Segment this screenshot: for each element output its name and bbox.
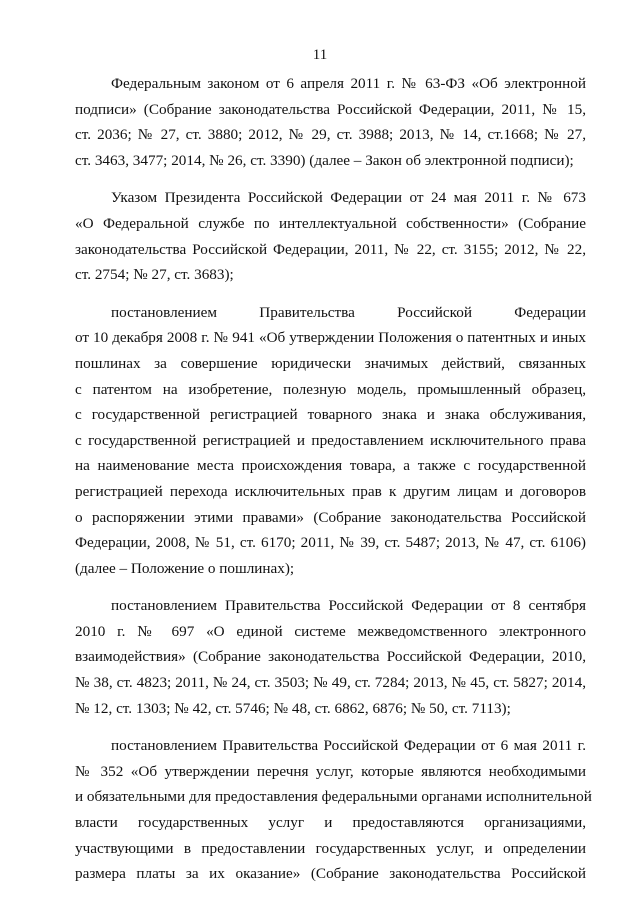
text-line: на наименование места происхождения товара, а также с государственной xyxy=(75,457,586,475)
text-line: о распоряжении этими правами» (Собрание законодательства Российской xyxy=(75,508,586,526)
text-line: Федеральным законом от 6 апреля 2011 г. № 63-ФЗ «Об электронной xyxy=(111,75,586,92)
text-line: законодательства Российской Федерации, 2011, № 22, ст. 3155; 2012, № 22, xyxy=(75,240,586,258)
text-line: с государственной регистрацией товарного знака и знака обслуживания, xyxy=(75,406,586,424)
text-line: ст. 2754; № 27, ст. 3683); xyxy=(75,266,234,284)
text-line: «О Федеральной службе по интеллектуальной собственности» (Собрание xyxy=(75,214,586,232)
page-number: 11 xyxy=(312,47,328,63)
text-line: Указом Президента Российской Федерации от 24 мая 2011 г. № 673 xyxy=(111,189,586,207)
text-line: от 10 декабря 2008 г. № 941 «Об утверждении Положения о патентных и иных xyxy=(75,329,586,347)
text-line: постановлением Правительства Российской Федерации от 6 мая 2011 г. xyxy=(111,737,586,755)
text-line: власти государственных услуг и предоставляются организациями, xyxy=(75,814,586,832)
text-line: пошлинах за совершение юридически значимых действий, связанных xyxy=(75,354,586,372)
paragraph-resolution-697 xyxy=(75,593,586,721)
text-line: № 38, ст. 4823; 2011, № 24, ст. 3503; № 49, ст. 7284; 2013, № 45, ст. 5827; 2014, xyxy=(75,674,586,692)
text-line: регистрацией перехода исключительных прав к другим лицам и договоров xyxy=(75,482,586,500)
paragraph-federal-law xyxy=(75,71,586,173)
text-line: Федерации, 2008, № 51, ст. 6170; 2011, № 39, ст. 5487; 2013, № 47, ст. 6106) xyxy=(75,534,586,552)
text-line: (далее – Положение о пошлинах); xyxy=(75,559,295,577)
text-line: № 352 «Об утверждении перечня услуг, которые являются необходимыми xyxy=(75,762,586,780)
text-line: взаимодействия» (Собрание законодательства Российской Федерации, 2010, xyxy=(75,648,586,666)
text-line: с патентом на изобретение, полезную модель, промышленный образец, xyxy=(75,380,586,398)
text-line: и обязательными для предоставления федеральными органами исполнительной xyxy=(75,788,592,806)
text-line: № 12, ст. 1303; № 42, ст. 5746; № 48, ст. 6862, 6876; № 50, ст. 7113); xyxy=(75,699,511,717)
document-body xyxy=(75,71,592,899)
text-line: ст. 3463, 3477; 2014, № 26, ст. 3390) (далее – Закон об электронной подписи); xyxy=(75,151,574,169)
text-line: подписи» (Собрание законодательства Российской Федерации, 2011, № 15, xyxy=(75,100,586,118)
text-line: ст. 2036; № 27, ст. 3880; 2012, № 29, ст. 3988; 2013, № 14, ст.1668; № 27, xyxy=(75,126,586,144)
paragraph-presidential-decree xyxy=(75,185,586,287)
text-line: размера платы за их оказание» (Собрание законодательства Российской xyxy=(75,865,586,883)
text-line: 2010 г. № 697 «О единой системе межведомственного электронного xyxy=(75,622,586,640)
text-line: участвующими в предоставлении государственных услуг, и определении xyxy=(75,839,586,857)
paragraph-resolution-352 xyxy=(75,733,592,887)
text-line: постановлением Правительства Российской Федерации xyxy=(111,303,586,321)
text-line: постановлением Правительства Российской Федерации от 8 сентября xyxy=(111,597,586,615)
paragraph-resolution-941 xyxy=(75,300,586,582)
text-line: с государственной регистрацией и предоставлением исключительного права xyxy=(75,431,586,449)
